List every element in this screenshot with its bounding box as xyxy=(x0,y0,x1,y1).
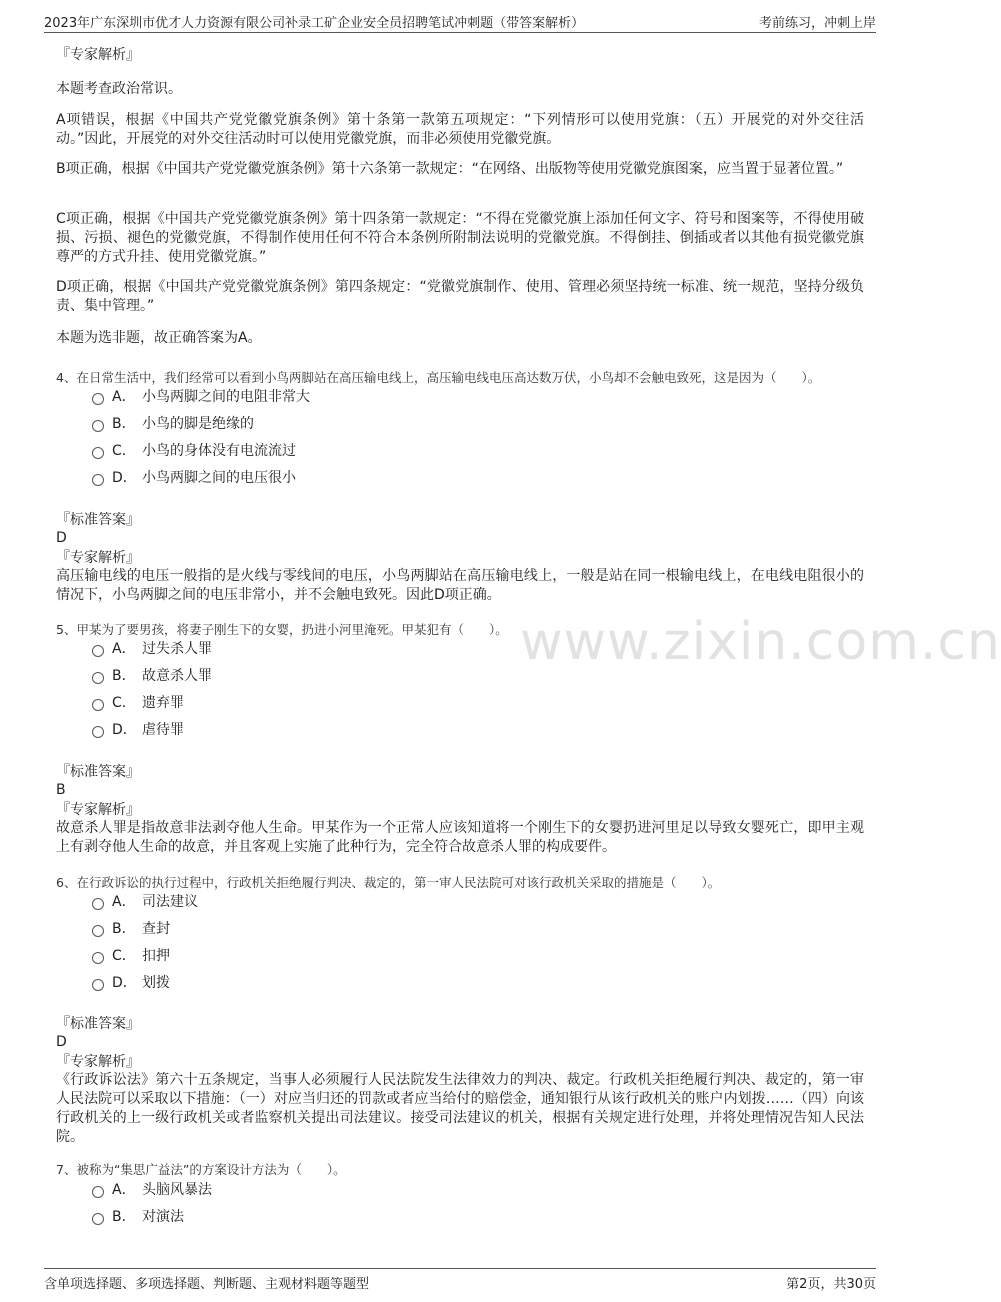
standard-answer-label: 『标准答案』 xyxy=(56,512,140,528)
document-title: 2023年广东深圳市优才人力资源有限公司补录工矿企业安全员招聘笔试冲刺题（带答案解析） xyxy=(44,16,585,31)
radio-icon[interactable] xyxy=(92,420,104,432)
radio-icon[interactable] xyxy=(92,447,104,459)
page-header xyxy=(44,10,876,33)
q5-option-d[interactable]: D． 虐待罪 xyxy=(92,720,184,740)
question-5: 5、甲某为了要男孩，将妻子刚生下的女婴，扔进小河里淹死。甲某犯有（ ）。 xyxy=(56,622,508,637)
standard-answer: B xyxy=(56,782,66,798)
analysis-option-d: D项正确，根据《中国共产党党徽党旗条例》第四条规定：“党徽党旗制作、使用、管理必须坚持统一标准、统一规范，坚持分级负责、集中管理。” xyxy=(56,279,864,314)
standard-answer-label: 『标准答案』 xyxy=(56,764,140,780)
q5-option-c[interactable]: C． 遗弃罪 xyxy=(92,693,184,713)
radio-icon[interactable] xyxy=(92,1213,104,1225)
analysis-conclusion: 本题为选非题，故正确答案为A。 xyxy=(56,330,262,346)
radio-icon[interactable] xyxy=(92,726,104,738)
q4-option-b[interactable]: B． 小鸟的脚是绝缘的 xyxy=(92,414,254,434)
standard-answer: D xyxy=(56,530,67,546)
question-4: 4、在日常生活中，我们经常可以看到小鸟两脚站在高压输电线上，高压输电线电压高达数万伏，小鸟却不会触电致死，这是因为（ ）。 xyxy=(56,370,821,385)
q4-option-a[interactable]: A． 小鸟两脚之间的电阻非常大 xyxy=(92,387,310,407)
page-footer xyxy=(44,1268,876,1293)
header-slogan: 考前练习，冲刺上岸 xyxy=(758,16,876,31)
expert-analysis: 故意杀人罪是指故意非法剥夺他人生命。甲某作为一个正常人应该知道将一个刚生下的女婴扔进河里足以导致女婴死亡，即甲主观上有剥夺他人生命的故意，并且客观上实施了此种行为，完全符合故意杀人罪的构成要件。 xyxy=(56,820,864,855)
q4-option-d[interactable]: D． 小鸟两脚之间的电压很小 xyxy=(92,468,296,488)
expert-analysis-label: 『专家解析』 xyxy=(56,802,140,818)
radio-icon[interactable] xyxy=(92,898,104,910)
radio-icon[interactable] xyxy=(92,393,104,405)
q5-option-a[interactable]: A． 过失杀人罪 xyxy=(92,639,212,659)
q6-option-c[interactable]: C． 扣押 xyxy=(92,946,170,966)
analysis-summary: 本题考查政治常识。 xyxy=(56,81,182,97)
question-6: 6、在行政诉讼的执行过程中，行政机关拒绝履行判决、裁定的，第一审人民法院可对该行政机关采取的措施是（ ）。 xyxy=(56,875,721,890)
q6-option-d[interactable]: D． 划拨 xyxy=(92,973,170,993)
q4-option-c[interactable]: C． 小鸟的身体没有电流流过 xyxy=(92,441,296,461)
expert-analysis: 《行政诉讼法》第六十五条规定，当事人必须履行人民法院发生法律效力的判决、裁定。行政机关拒绝履行判决、裁定的，第一审人民法院可以采取以下措施：（一）对应当归还的罚款或者应当给付的赔偿金，通知银行从该行政机关的账户内划拨……（四）向该行政机关的上一级行政机关或者监察机关提出司法建议。接受司法建议的机关，根据有关规定进行处理，并将处理情况告知人民法院。 xyxy=(56,1072,864,1145)
q6-option-b[interactable]: B． 查封 xyxy=(92,919,170,939)
radio-icon[interactable] xyxy=(92,1186,104,1198)
expert-analysis-label: 『专家解析』 xyxy=(56,1054,140,1070)
q5-option-b[interactable]: B． 故意杀人罪 xyxy=(92,666,212,686)
question-types: 含单项选择题、多项选择题、判断题、主观材料题等题型 xyxy=(44,1277,370,1292)
q7-option-a[interactable]: A． 头脑风暴法 xyxy=(92,1180,212,1200)
radio-icon[interactable] xyxy=(92,672,104,684)
analysis-option-b: B项正确，根据《中国共产党党徽党旗条例》第十六条第一款规定：“在网络、出版物等使用党徽党旗图案，应当置于显著位置。” xyxy=(56,161,844,177)
radio-icon[interactable] xyxy=(92,952,104,964)
analysis-option-a: A项错误，根据《中国共产党党徽党旗条例》第十条第一款第五项规定：“下列情形可以使用党旗：（五）开展党的对外交往活动。”因此，开展党的对外交往活动时可以使用党徽党旗，而非必须使用党徽党旗。 xyxy=(56,112,864,147)
analysis-option-c: C项正确，根据《中国共产党党徽党旗条例》第十四条第一款规定：“不得在党徽党旗上添加任何文字、符号和图案等，不得使用破损、污损、褪色的党徽党旗，不得制作使用任何不符合本条例所附制法说明的党徽党旗。不得倒挂、倒插或者以其他有损党徽党旗尊严的方式升挂、使用党徽党旗。” xyxy=(56,211,864,265)
radio-icon[interactable] xyxy=(92,925,104,937)
expert-analysis-label: 『专家解析』 xyxy=(56,47,140,63)
radio-icon[interactable] xyxy=(92,645,104,657)
page-number: 第2页，共30页 xyxy=(786,1277,876,1292)
watermark: www.zixin.com.cn xyxy=(520,612,1001,672)
expert-analysis-label: 『专家解析』 xyxy=(56,550,140,566)
radio-icon[interactable] xyxy=(92,979,104,991)
expert-analysis: 高压输电线的电压一般指的是火线与零线间的电压，小鸟两脚站在高压输电线上，一般是站在同一根输电线上，在电线电阻很小的情况下，小鸟两脚之间的电压非常小，并不会触电致死。因此D项正确。 xyxy=(56,568,864,603)
q6-option-a[interactable]: A． 司法建议 xyxy=(92,892,198,912)
standard-answer-label: 『标准答案』 xyxy=(56,1016,140,1032)
q7-option-b[interactable]: B． 对演法 xyxy=(92,1207,184,1227)
standard-answer: D xyxy=(56,1034,67,1050)
radio-icon[interactable] xyxy=(92,699,104,711)
question-7: 7、被称为“集思广益法”的方案设计方法为（ ）。 xyxy=(56,1162,346,1177)
radio-icon[interactable] xyxy=(92,474,104,486)
